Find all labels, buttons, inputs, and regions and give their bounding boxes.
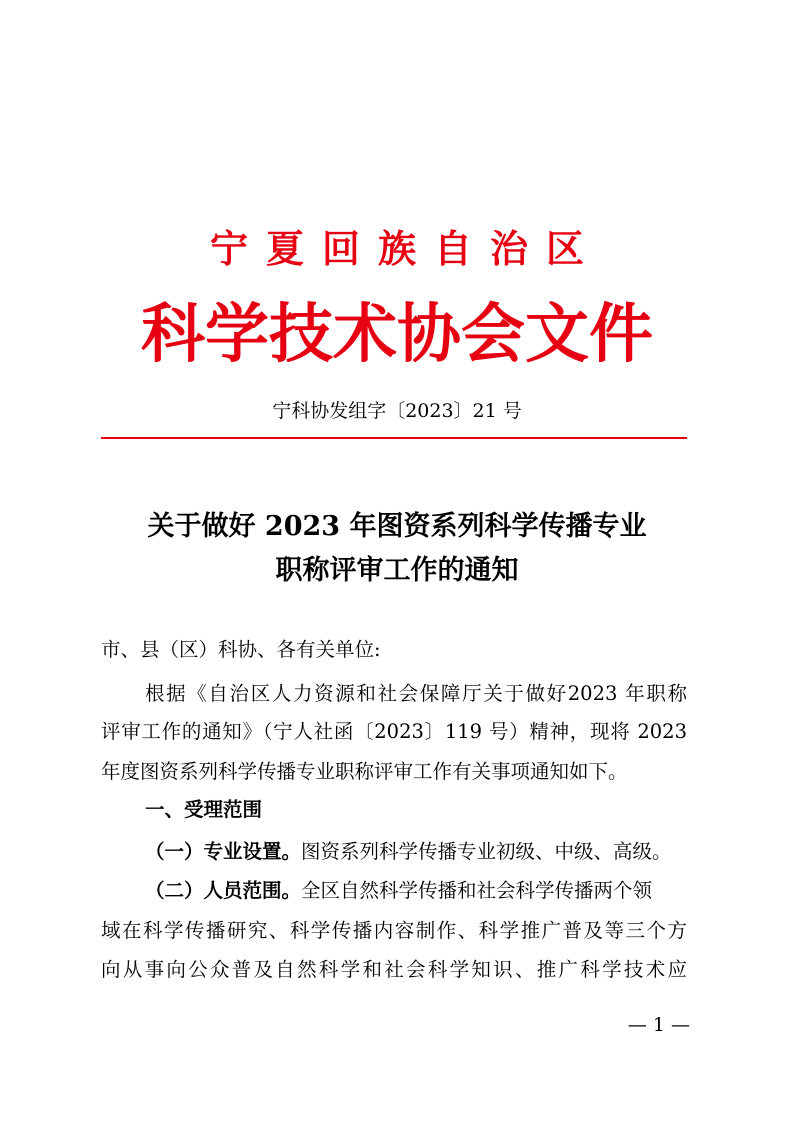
item-1-text: 图资系列科学传播专业初级、中级、高级。 bbox=[301, 840, 672, 863]
paragraph-1-line-3: 年度图资系列科学传播专业职称评审工作有关事项通知如下。 bbox=[101, 760, 628, 783]
notice-title-line-2: 职称评审工作的通知 bbox=[275, 555, 519, 586]
document-number: 宁科协发组字〔2023〕21 号 bbox=[272, 400, 522, 422]
document-type-title: 科学技术协会文件 bbox=[141, 297, 653, 372]
item-1 bbox=[145, 836, 672, 864]
notice-title-line-1: 关于做好 2023 年图资系列科学传播专业 bbox=[147, 511, 647, 542]
salutation: 市、县（区）科协、各有关单位: bbox=[101, 638, 381, 661]
red-divider bbox=[101, 437, 687, 439]
item-2-text-line-3: 向从事向公众普及自然科学和社会科学知识、推广科学技术应 bbox=[101, 958, 687, 981]
notice-title bbox=[0, 505, 794, 593]
item-2 bbox=[145, 875, 652, 903]
paragraph-1-line-2: 评审工作的通知》（宁人社函〔2023〕119 号）精神，现将 2023 bbox=[101, 720, 687, 743]
item-1-label: （一）专业设置。 bbox=[145, 840, 302, 863]
paragraph-1-line-1: 根据《自治区人力资源和社会保障厅关于做好2023 年职称 bbox=[145, 682, 687, 705]
item-2-text-line-1: 全区自然科学传播和社会科学传播两个领 bbox=[301, 879, 653, 902]
issuer-name: 宁夏回族自治区 bbox=[209, 226, 602, 271]
page-number: — 1 — bbox=[627, 1014, 690, 1036]
item-2-label: （二）人员范围。 bbox=[145, 879, 302, 902]
item-2-text-line-2: 域在科学传播研究、科学传播内容制作、科学推广普及等三个方 bbox=[101, 919, 687, 942]
section-1-heading: 一、受理范围 bbox=[145, 798, 263, 821]
